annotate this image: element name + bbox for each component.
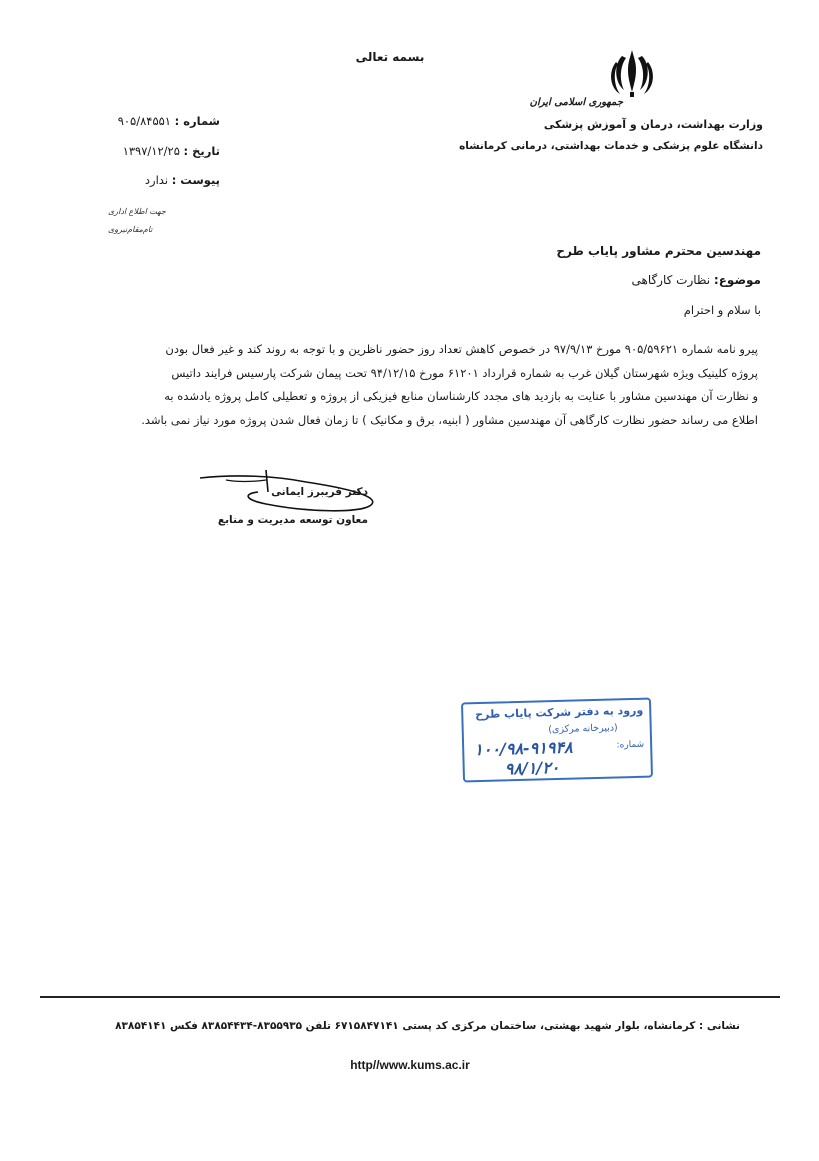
letter-number-label: شماره : [174,114,220,128]
letter-date-value: ۱۳۹۷/۱۲/۲۵ [122,144,180,158]
greeting-line: با سلام و احترام [683,303,761,317]
subject-value: نظارت کارگاهی [631,273,711,287]
body-paragraph-line: پروژه کلینیک ویژه شهرستان گیلان غرب به شماره قرارداد ۶۱۲۰۱ مورخ ۹۴/۱۲/۱۵ تحت پیمان شرکت پارسیس فرایند داتیس [171,365,758,380]
handwritten-note: جهت اطلاع اداری [108,207,166,216]
university-label: دانشگاه علوم پزشکی و خدمات بهداشتی، درمانی کرمانشاه [459,140,763,152]
signatory-title: معاون توسعه مدیریت و منابع [217,514,368,526]
letter-attachment-label: پیوست : [171,173,220,187]
iran-emblem-icon [604,44,660,100]
stamp-number-label: شماره: [616,739,645,751]
letter-number-value: ۹۰۵/۸۴۵۵۱ [117,114,171,128]
letter-date-label: تاریخ : [183,144,220,158]
signatory-name: دکتر فریبرز ایمانی [271,486,368,498]
stamp-title: ورود به دفتر شرکت پایاب طرح [474,703,644,722]
letter-attachment [96,173,220,187]
footer-divider [40,996,780,998]
bismillah-heading: بسمه تعالی [355,50,425,64]
stamp-subtitle: (دبیرخانه مرکزی) [548,722,618,736]
letter-attachment-value: ندارد [144,173,169,187]
stamp-date-value: ۹۸/۱/۲۰ [504,757,560,779]
body-paragraph-line: و نظارت آن مهندسین مشاور با عنایت به بازدید های مجدد کارشناسان منابع فیزیکی از پروژه و تعطیلی کامل پروژه یادشده به [164,389,758,403]
letter-body [86,338,758,432]
subject-label: موضوع: [713,273,761,287]
footer-address: نشانی : کرمانشاه، بلوار شهید بهشتی، ساختمان مرکزی کد پستی ۶۷۱۵۸۴۷۱۴۱ تلفن ۸۳۵۵۹۳۵-۸۳۸۵۴۴۳۴ فکس ۸۳۸۵۴۱۴۱ [115,1020,740,1032]
body-paragraph-line: پیرو نامه شماره ۹۰۵/۵۹۶۲۱ مورخ ۹۷/۹/۱۳ در خصوص کاهش تعداد روز حضور ناظرین و با توجه به روند کند و غیر فعال بودن [165,342,758,356]
ministry-label: وزارت بهداشت، درمان و آموزش پزشکی [543,118,763,131]
handwritten-note: تام‌مقام‌نیروی [108,225,153,234]
recipient-line: مهندسین محترم مشاور پایاب طرح [556,244,761,258]
stamp-number-value: ۱۰۰/۹۸-۹۱۹۴۸ [473,737,573,760]
subject-line [631,273,761,287]
received-stamp [461,698,653,783]
body-paragraph-line: اطلاع می رساند حضور نظارت کارگاهی آن مهندسین مشاور ( ابنیه، برق و مکانیک ) تا زمان فعال شدن پروژه مورد نیاز نمی باشد. [141,412,758,427]
letter-number [96,114,220,128]
republic-label: جمهوری اسلامی ایران [529,97,623,108]
footer-website: http//www.kums.ac.ir [350,1058,470,1072]
letter-date [96,144,220,158]
